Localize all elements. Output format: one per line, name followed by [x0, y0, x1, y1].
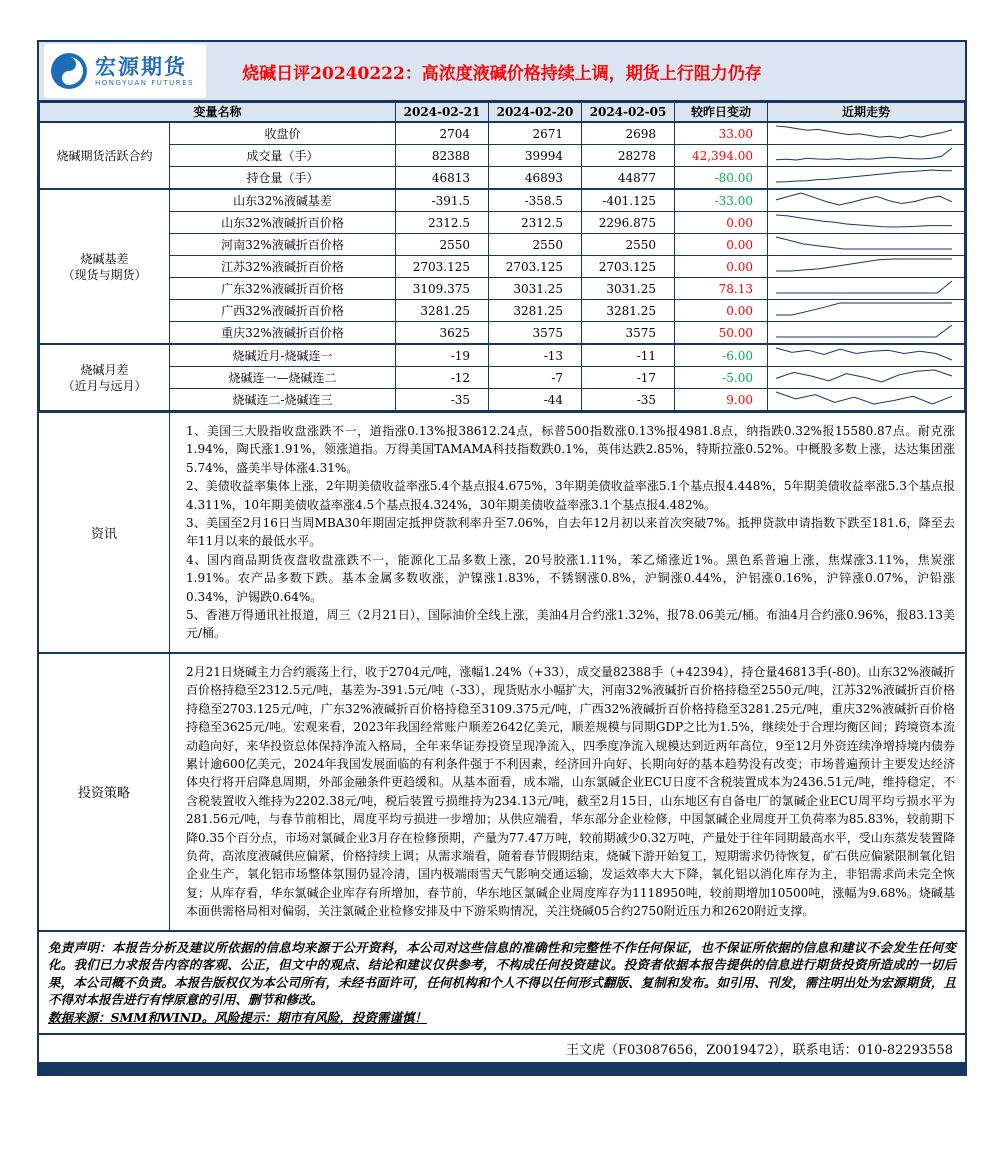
sparkline-chart	[774, 213, 954, 229]
sparkline-chart	[774, 146, 954, 162]
metric-value-2: 3575	[489, 322, 582, 345]
metric-change: -5.00	[675, 367, 768, 389]
metrics-table	[39, 102, 965, 411]
row-group-label-line: （近月与远月）	[62, 378, 147, 393]
metric-value-1: -35	[396, 389, 489, 411]
metric-value-3: 2296.875	[582, 212, 675, 234]
metric-value-2: 2312.5	[489, 212, 582, 234]
metric-change: 9.00	[675, 389, 768, 411]
metric-value-1: 2704	[396, 122, 489, 145]
metric-value-2: 2550	[489, 234, 582, 256]
metric-value-2: 39994	[489, 145, 582, 167]
metric-name: 烧碱连一—烧碱连二	[170, 367, 396, 389]
metric-change: -80.00	[675, 167, 768, 190]
sparkline-chart	[774, 368, 954, 384]
report-title: 烧碱日评20240222：高浓度液碱价格持续上调，期货上行阻力仍存	[242, 63, 762, 84]
section-news	[39, 411, 965, 652]
footer	[39, 1033, 965, 1062]
metric-change: 42,394.00	[675, 145, 768, 167]
table-row	[40, 122, 965, 145]
metric-value-1: 3281.25	[396, 300, 489, 322]
table-row	[40, 256, 965, 278]
sparkline-cell	[768, 300, 965, 322]
logo-company-name-en: HONGYUAN FUTURES	[95, 78, 195, 87]
metric-change: -6.00	[675, 344, 768, 367]
metric-name: 持仓量（手）	[170, 167, 396, 190]
metric-name: 广西32%液碱折百价格	[170, 300, 396, 322]
metric-value-3: 2703.125	[582, 256, 675, 278]
metric-value-2: 46893	[489, 167, 582, 190]
table-row	[40, 367, 965, 389]
sparkline-cell	[768, 322, 965, 345]
metric-value-1: 2703.125	[396, 256, 489, 278]
table-row	[40, 344, 965, 367]
row-group-label	[40, 122, 170, 189]
metric-value-3: -11	[582, 344, 675, 367]
sparkline-cell	[768, 122, 965, 145]
metric-value-3: 44877	[582, 167, 675, 190]
table-row	[40, 322, 965, 345]
sparkline-cell	[768, 189, 965, 212]
metric-name: 山东32%液碱折百价格	[170, 212, 396, 234]
logo-icon	[49, 51, 89, 91]
sparkline-cell	[768, 256, 965, 278]
paragraph: 2月21日烧碱主力合约震荡上行，收于2704元/吨，涨幅1.24%（+33），成交量82388手（+42394），持仓量46813手(-80)。山东32%液碱折百价格持稳至2312.5元/吨，基差为-391.5元/吨（-33），现货贴水小幅扩大，河南32%液碱折百价格持稳至2550元/吨，江苏32%液碱折百价格持稳至2703.125元/吨，广东32%液碱折百价格持稳至3109.375元/吨，广西32%液碱折百价格持稳至3281.25元/吨，重庆32%液碱折百价格持稳至3625元/吨。宏观来看，2023年我国经常账户顺差2642亿美元，顺差规模与同期GDP之比为1.5%，继续处于合理均衡区间；跨境资本流动趋向好，来华投资总体保持净流入格局，全年来华证券投资呈现净流入，四季度净流入规模达到近两年高位，9至12月外资连续净增持境内债券累计逾600亿美元，2024年我国发展面临的有利条件强于不利因素，经济回升向好、长期向好的基本趋势没有改变；市场普遍预计主要发达经济体央行将开启降息周期，外部金融条件更趋缓和。从基本面看，成本端，山东氯碱企业ECU日度不含税装置成本为2436.51元/吨，维持稳定，不含税装置收入维持为2202.38元/吨，税后装置亏损维持为234.13元/吨，截至2月15日，山东地区有自备电厂的氯碱企业ECU周平均亏损水平为281.56元/吨，与春节前相比，周度平均亏损进一步增加；从供应端看，华东部分企业检修，中国氯碱企业周度开工负荷率为85.83%，较前期下降0.35个百分点，市场对氯碱企业3月存在检修预期，产量为77.47万吨，较前期减少0.32万吨，产量处于往年同期最高水平，受山东蒸发装置降负荷，高浓度液碱供应偏紧，价格持续上调；从需求端看，随着春节假期结束，烧碱下游开始复工，短期需求仍待恢复，矿石供应偏紧限制氧化铝企业生产，氧化铝市场整体氛围仍显冷清，国内极端雨雪天气影响交通运输，发运效率大大下降，氧化铝以消化库存为主，非铝需求尚未完全恢复；从库存看，华东氯碱企业库存有所增加，春节前，华东地区氯碱企业周度库存为1118950吨，较前期增加10500吨，涨幅为9.68%。烧碱基本面供需格局相对偏弱，关注氯碱企业检修安排及中下游采购情况，关注烧碱05合约2750附近压力和2620附近支撑。	[186, 664, 955, 919]
metric-change: 33.00	[675, 122, 768, 145]
metric-value-1: 2312.5	[396, 212, 489, 234]
sparkline-chart	[774, 168, 954, 184]
row-group-label-line: 烧碱基差	[80, 251, 129, 266]
metric-value-1: 2550	[396, 234, 489, 256]
column-header-date-3: 2024-02-05	[582, 103, 675, 123]
column-header-variable: 变量名称	[40, 103, 396, 123]
sparkline-chart	[774, 124, 954, 140]
metric-change: 78.13	[675, 278, 768, 300]
sparkline-chart	[774, 191, 954, 207]
logo-text	[95, 55, 194, 88]
metric-change: 50.00	[675, 322, 768, 345]
metric-value-1: 3625	[396, 322, 489, 345]
sparkline-chart	[774, 257, 954, 273]
metric-value-3: 28278	[582, 145, 675, 167]
table-row	[40, 167, 965, 190]
section-label-news: 资讯	[39, 413, 170, 652]
column-header-change: 较昨日变动	[675, 103, 768, 123]
metric-value-3: 3031.25	[582, 278, 675, 300]
paragraph: 4、国内商品期货夜盘收盘涨跌不一，能源化工品多数上涨，20号胶涨1.11%，苯乙烯涨近1%。黑色系普遍上涨，焦煤涨3.11%，焦炭涨1.91%。农产品多数下跌。基本金属多数收涨，沪镍涨1.83%，不锈钢涨0.8%，沪铜涨0.44%，沪铝涨0.16%，沪锌涨0.07%，沪铅涨0.34%，沪锡跌0.64%。	[186, 552, 955, 604]
metric-value-2: -44	[489, 389, 582, 411]
metric-name: 山东32%液碱基差	[170, 189, 396, 212]
metrics-tbody	[40, 122, 965, 411]
metric-value-1: -391.5	[396, 189, 489, 212]
company-logo	[44, 44, 206, 98]
paragraph: 1、美国三大股指收盘涨跌不一，道指涨0.13%报38612.24点，标普500指数涨0.13%报4981.8点，纳指跌0.32%报15580.87点。耐克涨1.94%，陶氏涨1.91%，领涨道指。万得美国TAMAMA科技指数跌0.1%，英伟达跌2.85%，特斯拉涨0.52%。中概股多数上涨，达达集团涨5.74%，盛美半导体涨4.31%。	[186, 424, 955, 475]
metric-name: 江苏32%液碱折百价格	[170, 256, 396, 278]
metric-value-2: -7	[489, 367, 582, 389]
metric-value-2: 2671	[489, 122, 582, 145]
metric-name: 收盘价	[170, 122, 396, 145]
metric-value-3: 2698	[582, 122, 675, 145]
paragraph: 2、美债收益率集体上涨，2年期美债收益率涨5.4个基点报4.675%，3年期美债收益率涨5.1个基点报4.448%，5年期美债收益率涨5.3个基点报4.311%，10年期美债收益率涨4.5个基点报4.324%，30年期美债收益率涨3.1个基点报4.482%。	[186, 479, 955, 512]
disclaimer-text: 免责声明：本报告分析及建议所依据的信息均来源于公开资料，本公司对这些信息的准确性和完整性不作任何保证，也不保证所依据的信息和建议不会发生任何变化。我们已力求报告内容的客观、公正，但文中的观点、结论和建议仅供参考，不构成任何投资建议。投资者依据本报告提供的信息进行期货投资所造成的一切后果，本公司概不负责。本报告版权仅为本公司所有，未经书面许可，任何机构和个人不得以任何形式翻版、复制和发布。如引用、刊发，需注明出处为宏源期货，且不得对本报告进行有悖原意的引用、删节和修改。	[48, 939, 956, 1008]
column-header-trend: 近期走势	[768, 103, 965, 123]
section-label-strategy: 投资策略	[39, 654, 170, 930]
section-strategy	[39, 652, 965, 930]
metric-change: 0.00	[675, 212, 768, 234]
metric-value-1: 82388	[396, 145, 489, 167]
row-group-label-line: 烧碱月差	[80, 362, 129, 377]
table-row	[40, 234, 965, 256]
table-row	[40, 300, 965, 322]
disclaimer	[39, 930, 965, 1034]
paragraph: 3、美国至2月16日当周MBA30年期固定抵押贷款利率升至7.06%，自去年12月初以来首次突破7%。抵押贷款申请指数下跌至181.6，降至去年11月以来的最低水平。	[186, 516, 955, 549]
metric-name: 烧碱连二-烧碱连三	[170, 389, 396, 411]
column-header-date-2: 2024-02-20	[489, 103, 582, 123]
metric-value-1: -19	[396, 344, 489, 367]
metric-name: 重庆32%液碱折百价格	[170, 322, 396, 345]
metric-name: 河南32%液碱折百价格	[170, 234, 396, 256]
metric-change: 0.00	[675, 256, 768, 278]
section-content-news	[170, 413, 965, 652]
row-group-label	[40, 344, 170, 411]
metric-change: 0.00	[675, 300, 768, 322]
metric-name: 烧碱近月-烧碱连一	[170, 344, 396, 367]
metric-name: 成交量（手）	[170, 145, 396, 167]
sparkline-cell	[768, 344, 965, 367]
row-group-label-line: （现货与期货）	[62, 267, 147, 282]
metric-value-3: 3575	[582, 322, 675, 345]
sparkline-cell	[768, 167, 965, 190]
analyst-contact: 王文虎（F03087656，Z0019472），联系电话：010-82293558	[566, 1043, 953, 1059]
metric-value-2: -13	[489, 344, 582, 367]
metric-change: -33.00	[675, 189, 768, 212]
metric-value-3: 3281.25	[582, 300, 675, 322]
metric-value-2: -358.5	[489, 189, 582, 212]
sparkline-chart	[774, 346, 954, 362]
metric-value-1: 46813	[396, 167, 489, 190]
sparkline-cell	[768, 367, 965, 389]
sparkline-chart	[774, 390, 954, 406]
metric-change: 0.00	[675, 234, 768, 256]
bottom-bar	[39, 1062, 965, 1074]
sparkline-chart	[774, 235, 954, 251]
metric-value-3: -401.125	[582, 189, 675, 212]
table-row	[40, 145, 965, 167]
logo-company-name: 宏源期货	[95, 53, 187, 79]
paragraph: 5、香港万得通讯社报道，周三（2月21日），国际油价全线上涨，美油4月合约涨1.32%，报78.06美元/桶。布油4月合约涨0.96%，报83.13美元/桶。	[186, 608, 955, 641]
sparkline-cell	[768, 145, 965, 167]
row-group-label-line: 烧碱期货活跃合约	[56, 148, 153, 163]
sections-host	[39, 411, 965, 930]
metric-value-3: -17	[582, 367, 675, 389]
sparkline-cell	[768, 212, 965, 234]
table-row	[40, 278, 965, 300]
sparkline-chart	[774, 323, 954, 339]
report-page	[37, 40, 967, 1076]
sparkline-chart	[774, 279, 954, 295]
metric-value-1: 3109.375	[396, 278, 489, 300]
table-row	[40, 189, 965, 212]
metric-value-2: 3281.25	[489, 300, 582, 322]
table-header-row	[40, 103, 965, 123]
metric-name: 广东32%液碱折百价格	[170, 278, 396, 300]
column-header-date-1: 2024-02-21	[396, 103, 489, 123]
metric-value-2: 2703.125	[489, 256, 582, 278]
metric-value-3: 2550	[582, 234, 675, 256]
row-group-label	[40, 189, 170, 344]
sparkline-cell	[768, 278, 965, 300]
data-source-line: 数据来源：SMM和WIND。风险提示：期市有风险，投资需谨慎！	[48, 1009, 427, 1025]
report-header	[39, 42, 965, 102]
table-row	[40, 389, 965, 411]
sparkline-cell	[768, 389, 965, 411]
metric-value-1: -12	[396, 367, 489, 389]
metric-value-3: -35	[582, 389, 675, 411]
sparkline-chart	[774, 301, 954, 317]
table-row	[40, 212, 965, 234]
sparkline-cell	[768, 234, 965, 256]
section-content-strategy	[170, 654, 965, 930]
metric-value-2: 3031.25	[489, 278, 582, 300]
